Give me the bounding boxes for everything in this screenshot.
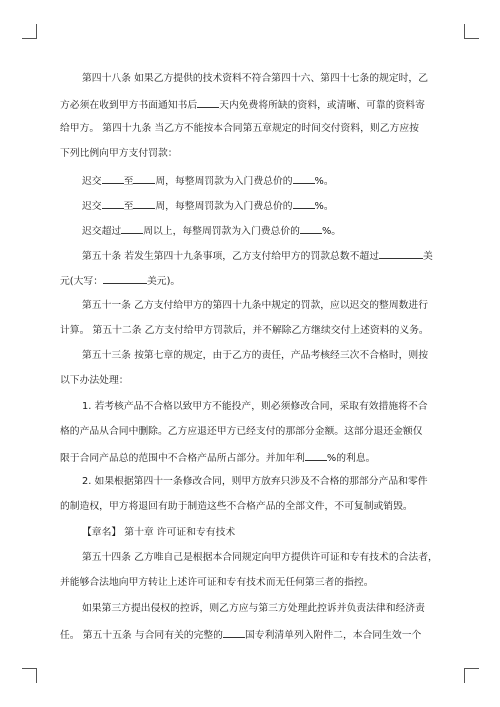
text-line: 格的产品从合同中删除。乙方应退还甲方已经支付的那部分金额。这部分退还金额仅 — [60, 426, 423, 437]
text-line: 迟交 至 周，每整周罚款为入门费总价的 %。 — [60, 198, 334, 214]
text-line: 的制造权，甲方将退回有助于制造这些不合格产品的全部文件，不可复制或销毁。 — [60, 501, 413, 512]
fill-in-blank — [300, 223, 322, 234]
page-corner-mark-top-right — [464, 24, 479, 39]
text-line: 并能够合法地向甲方转让上述许可证和专有技术而无任何第三者的指控。 — [60, 577, 374, 588]
text-line: 迟交 至 周，每整周罚款为入门费总价的 %。 — [60, 173, 334, 189]
text-line: 限于合同产品总的范围中不合格产品所占部分。并加年利 %的利息。 — [60, 450, 375, 466]
fill-in-blank — [305, 450, 327, 461]
fill-in-blank — [379, 248, 423, 259]
text-line: 第四十八条 如果乙方提供的技术资料不符合第四十六、第四十七条的规定时，乙 — [82, 73, 429, 84]
fill-in-blank — [197, 97, 219, 108]
text-line: 第五十三条 按第七章的规定，由于乙方的责任，产品考核经三次不合格时，则按 — [82, 350, 429, 361]
fill-in-blank — [293, 198, 315, 209]
text-line: 给甲方。 第四十九条 当乙方不能按本合同第五章规定的时间交付资料，则乙方应按 — [60, 123, 419, 134]
text-line: 迟交超过 周以上，每整周罚款为入门费总价的 %。 — [60, 223, 341, 239]
text-line: 元(大写： 美元)。 — [60, 273, 180, 289]
text-line: 第五十条 若发生第四十九条事项，乙方支付给甲方的罚款总数不超过 美 — [60, 248, 433, 264]
text-line: 方必须在收到甲方书面通知书后 天内免费将所缺的资料，或清晰、可靠的资料寄 — [60, 97, 425, 113]
page-corner-mark-bottom-left — [22, 668, 37, 683]
text-line: 以下办法处理： — [60, 375, 129, 386]
text-line: 2. 如果根据第四十一条修改合同，则甲方放弃只涉及不合格的那部分产品和零件 — [82, 476, 428, 487]
text-line: 计算。 第五十二条 乙方支付给甲方罚款后，并不解除乙方继续交付上述资料的义务。 — [60, 325, 429, 336]
fill-in-blank — [223, 627, 245, 638]
page-corner-mark-bottom-right — [464, 668, 479, 683]
fill-in-blank — [293, 173, 315, 184]
text-line: 如果第三方提出侵权的控诉，则乙方应与第三方处理此控诉并负责法律和经济责 — [82, 603, 425, 614]
text-line: 下列比例向甲方支付罚款： — [60, 148, 178, 159]
fill-in-blank — [133, 173, 155, 184]
text-line: 第五十四条 乙方唯自己是根据本合同规定向甲方提供许可证和专有技术的合法者， — [82, 552, 438, 563]
fill-in-blank — [102, 173, 124, 184]
fill-in-blank — [133, 198, 155, 209]
text-line: 【章名】 第十章 许可证和专有技术 — [82, 527, 236, 538]
fill-in-blank — [121, 223, 143, 234]
text-line: 任。 第五十五条 与合同有关的完整的 国专利清单列入附件二，本合同生效一个 — [60, 627, 421, 643]
text-line: 1. 若考核产品不合格以致甲方不能投产，则必须修改合同，采取有效措施将不合 — [82, 401, 428, 412]
fill-in-blank — [103, 273, 147, 284]
page-corner-mark-top-left — [22, 24, 37, 39]
fill-in-blank — [102, 198, 124, 209]
text-line: 第五十一条 乙方支付给甲方的第四十九条中规定的罚款，应以迟交的整周数进行 — [82, 300, 429, 311]
